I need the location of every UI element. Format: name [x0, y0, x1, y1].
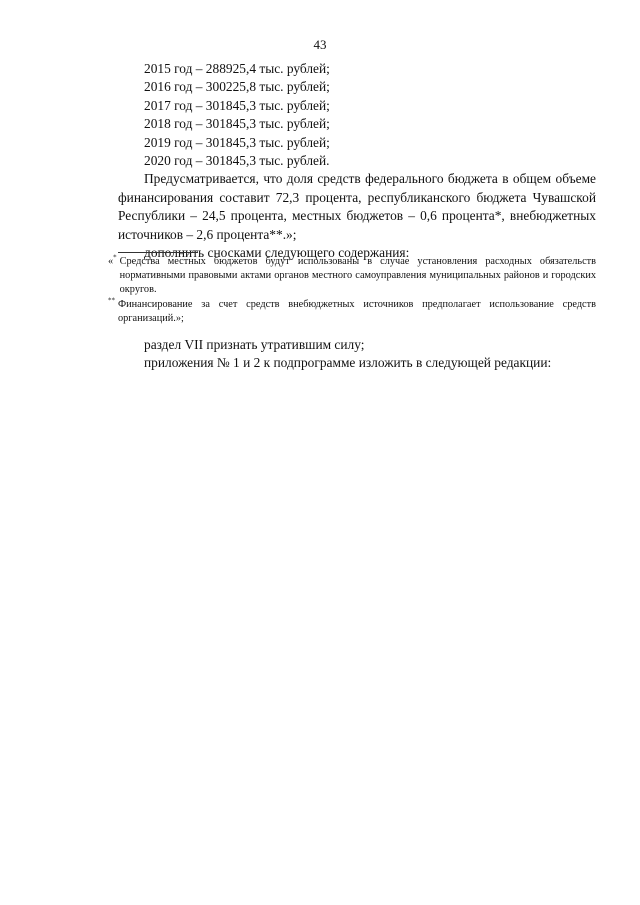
main-text — [118, 60, 596, 262]
footnote-extrabudgetary — [108, 298, 596, 326]
footnote-text: Финансирование за счет средств внебюджетных источников предполагает использование средств организаций.»; — [118, 298, 596, 324]
year-line-2018: 2018 год – 301845,3 тыс. рублей; — [144, 116, 330, 132]
appendix-line: приложения № 1 и 2 к подпрограмме изложить в следующей редакции: — [144, 355, 552, 371]
add-footnotes-line: дополнить сносками следующего содержания: — [144, 245, 410, 261]
year-line-2019: 2019 год – 301845,3 тыс. рублей; — [144, 134, 330, 150]
page-number: 43 — [313, 37, 327, 52]
year-line-2017: 2017 год – 301845,3 тыс. рублей; — [144, 97, 330, 113]
footnote-marker: «* — [108, 253, 117, 267]
footnotes — [108, 255, 596, 326]
footnote-separator — [118, 252, 198, 253]
footnote-marker: ** — [108, 296, 115, 305]
footnote-text: Средства местных бюджетов будут использованы в случае установления расходных обязательств нормативными правовыми актами органов местного самоуправления муниципальных районов и городских округов. — [119, 256, 596, 296]
year-line-2016: 2016 год – 300225,8 тыс. рублей; — [144, 79, 330, 95]
footnote-local-budgets — [108, 255, 596, 298]
section-line: раздел VII признать утратившим силу; — [144, 337, 365, 352]
lower-text — [118, 336, 596, 373]
year-line-2020: 2020 год – 301845,3 тыс. рублей. — [144, 153, 330, 169]
year-line-2015: 2015 год – 288925,4 тыс. рублей; — [144, 61, 330, 76]
financing-paragraph: Предусматривается, что доля средств федерального бюджета в общем объеме финансирования составит 72,3 процента, республиканского бюджета Чувашской Республики – 24,5 процента, местных бюджетов – 0,6 процента*, внебюджетных источников – 2,6 процента**.»; — [118, 171, 596, 242]
